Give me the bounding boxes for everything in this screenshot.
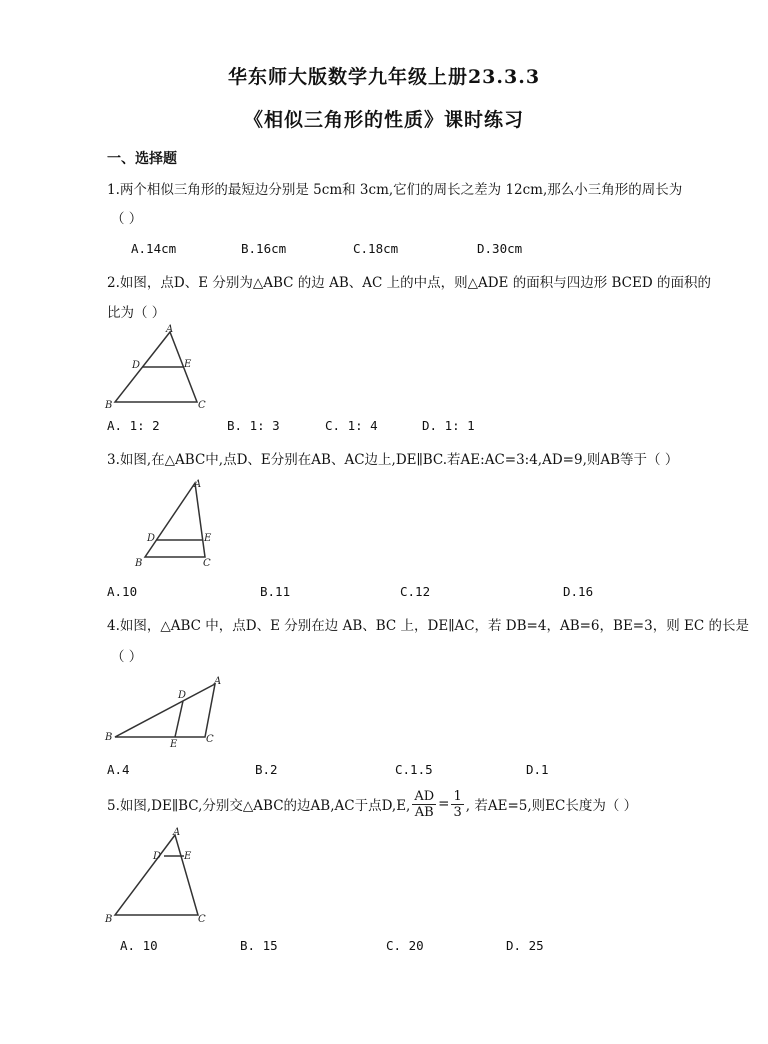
fig3-label-d: D: [147, 533, 156, 544]
question-1-option-a: A.14cm: [131, 241, 177, 256]
question-5-fraction-right: [451, 789, 463, 820]
question-5-option-d: D. 25: [506, 938, 544, 953]
question-1-option-c: C.18cm: [353, 241, 399, 256]
fraction-right-numerator: 1: [453, 788, 462, 804]
fig3-label-e: E: [204, 533, 212, 544]
question-4-line-2: （ ）: [111, 649, 143, 665]
question-1-option-b: B.16cm: [241, 241, 287, 256]
question-3-option-c: C.12: [400, 584, 431, 599]
fig5-label-d: D: [153, 851, 162, 862]
question-5-after: , 若AE=5,则EC长度为（ ）: [465, 798, 638, 814]
question-1-option-d: D.30cm: [477, 241, 523, 256]
question-4-option-b: B.2: [255, 762, 278, 777]
question-5-figure: [100, 825, 220, 925]
fig5-label-e: E: [184, 851, 192, 862]
fig3-label-b: B: [135, 558, 143, 569]
question-3-option-b: B.11: [260, 584, 291, 599]
question-2-line-2: 比为（ ）: [107, 305, 166, 321]
question-5-option-b: B. 15: [240, 938, 278, 953]
fig4-label-a: A: [214, 676, 222, 687]
title-line-2: 《相似三角形的性质》课时练习: [243, 109, 524, 131]
fraction-left-numerator: AD: [414, 788, 435, 804]
fig4-label-d: D: [178, 690, 187, 701]
fig5-label-c: C: [198, 914, 206, 925]
question-2-option-b: B. 1: 3: [227, 418, 280, 433]
question-2-figure: [100, 322, 220, 412]
fig4-label-e: E: [170, 739, 178, 750]
question-5-before: 5.如图,DE∥BC,分别交△ABC的边AB,AC于点D,E,: [107, 798, 411, 814]
title-line-1: 华东师大版数学九年级上册23.3.3: [227, 66, 541, 88]
question-5-fraction-left: [412, 789, 436, 820]
fig5-label-a: A: [173, 827, 181, 838]
question-4-option-a: A.4: [107, 762, 130, 777]
question-2-option-c: C. 1: 4: [325, 418, 378, 433]
question-5-equals: =: [438, 796, 450, 812]
question-2-option-d: D. 1: 1: [422, 418, 475, 433]
fig3-label-c: C: [203, 558, 211, 569]
fig2-label-e: E: [184, 359, 192, 370]
fig2-label-b: B: [105, 400, 113, 411]
question-3-option-a: A.10: [107, 584, 138, 599]
question-1-paren: （ ）: [111, 211, 143, 227]
fraction-left-denominator: AB: [414, 804, 434, 820]
question-4-option-c: C.1.5: [395, 762, 433, 777]
question-2-option-a: A. 1: 2: [107, 418, 160, 433]
question-5-text: [107, 788, 637, 820]
question-5-option-c: C. 20: [386, 938, 424, 953]
question-4-figure: [100, 672, 230, 752]
question-3-figure: [130, 475, 230, 570]
fig4-label-b: B: [105, 732, 113, 743]
fraction-right-denominator: 3: [453, 804, 462, 820]
fig2-label-d: D: [132, 360, 141, 371]
question-4-option-d: D.1: [526, 762, 549, 777]
fig2-label-c: C: [198, 400, 206, 411]
fig5-label-b: B: [105, 914, 113, 925]
section-heading: 一、选择题: [107, 151, 177, 167]
question-2-line-1: 2.如图，点D、E 分别为△ABC 的边 AB、AC 上的中点，则△ADE 的面积与四边形 BCED 的面积的: [107, 275, 711, 291]
fig2-label-a: A: [166, 324, 174, 335]
question-4-line-1: 4.如图，△ABC 中，点D、E 分别在边 AB、BC 上，DE∥AC，若 DB=4，AB=6，BE=3，则 EC 的长是: [107, 618, 749, 634]
question-3-text: 3.如图,在△ABC中,点D、E分别在AB、AC边上,DE∥BC.若AE:AC=3:4,AD=9,则AB等于（ ）: [107, 452, 679, 468]
fig4-label-c: C: [206, 734, 214, 745]
fig3-label-a: A: [194, 479, 202, 490]
question-3-option-d: D.16: [563, 584, 594, 599]
question-5-option-a: A. 10: [120, 938, 158, 953]
question-1-text: 1.两个相似三角形的最短边分别是 5cm和 3cm,它们的周长之差为 12cm,那么小三角形的周长为: [107, 182, 683, 198]
